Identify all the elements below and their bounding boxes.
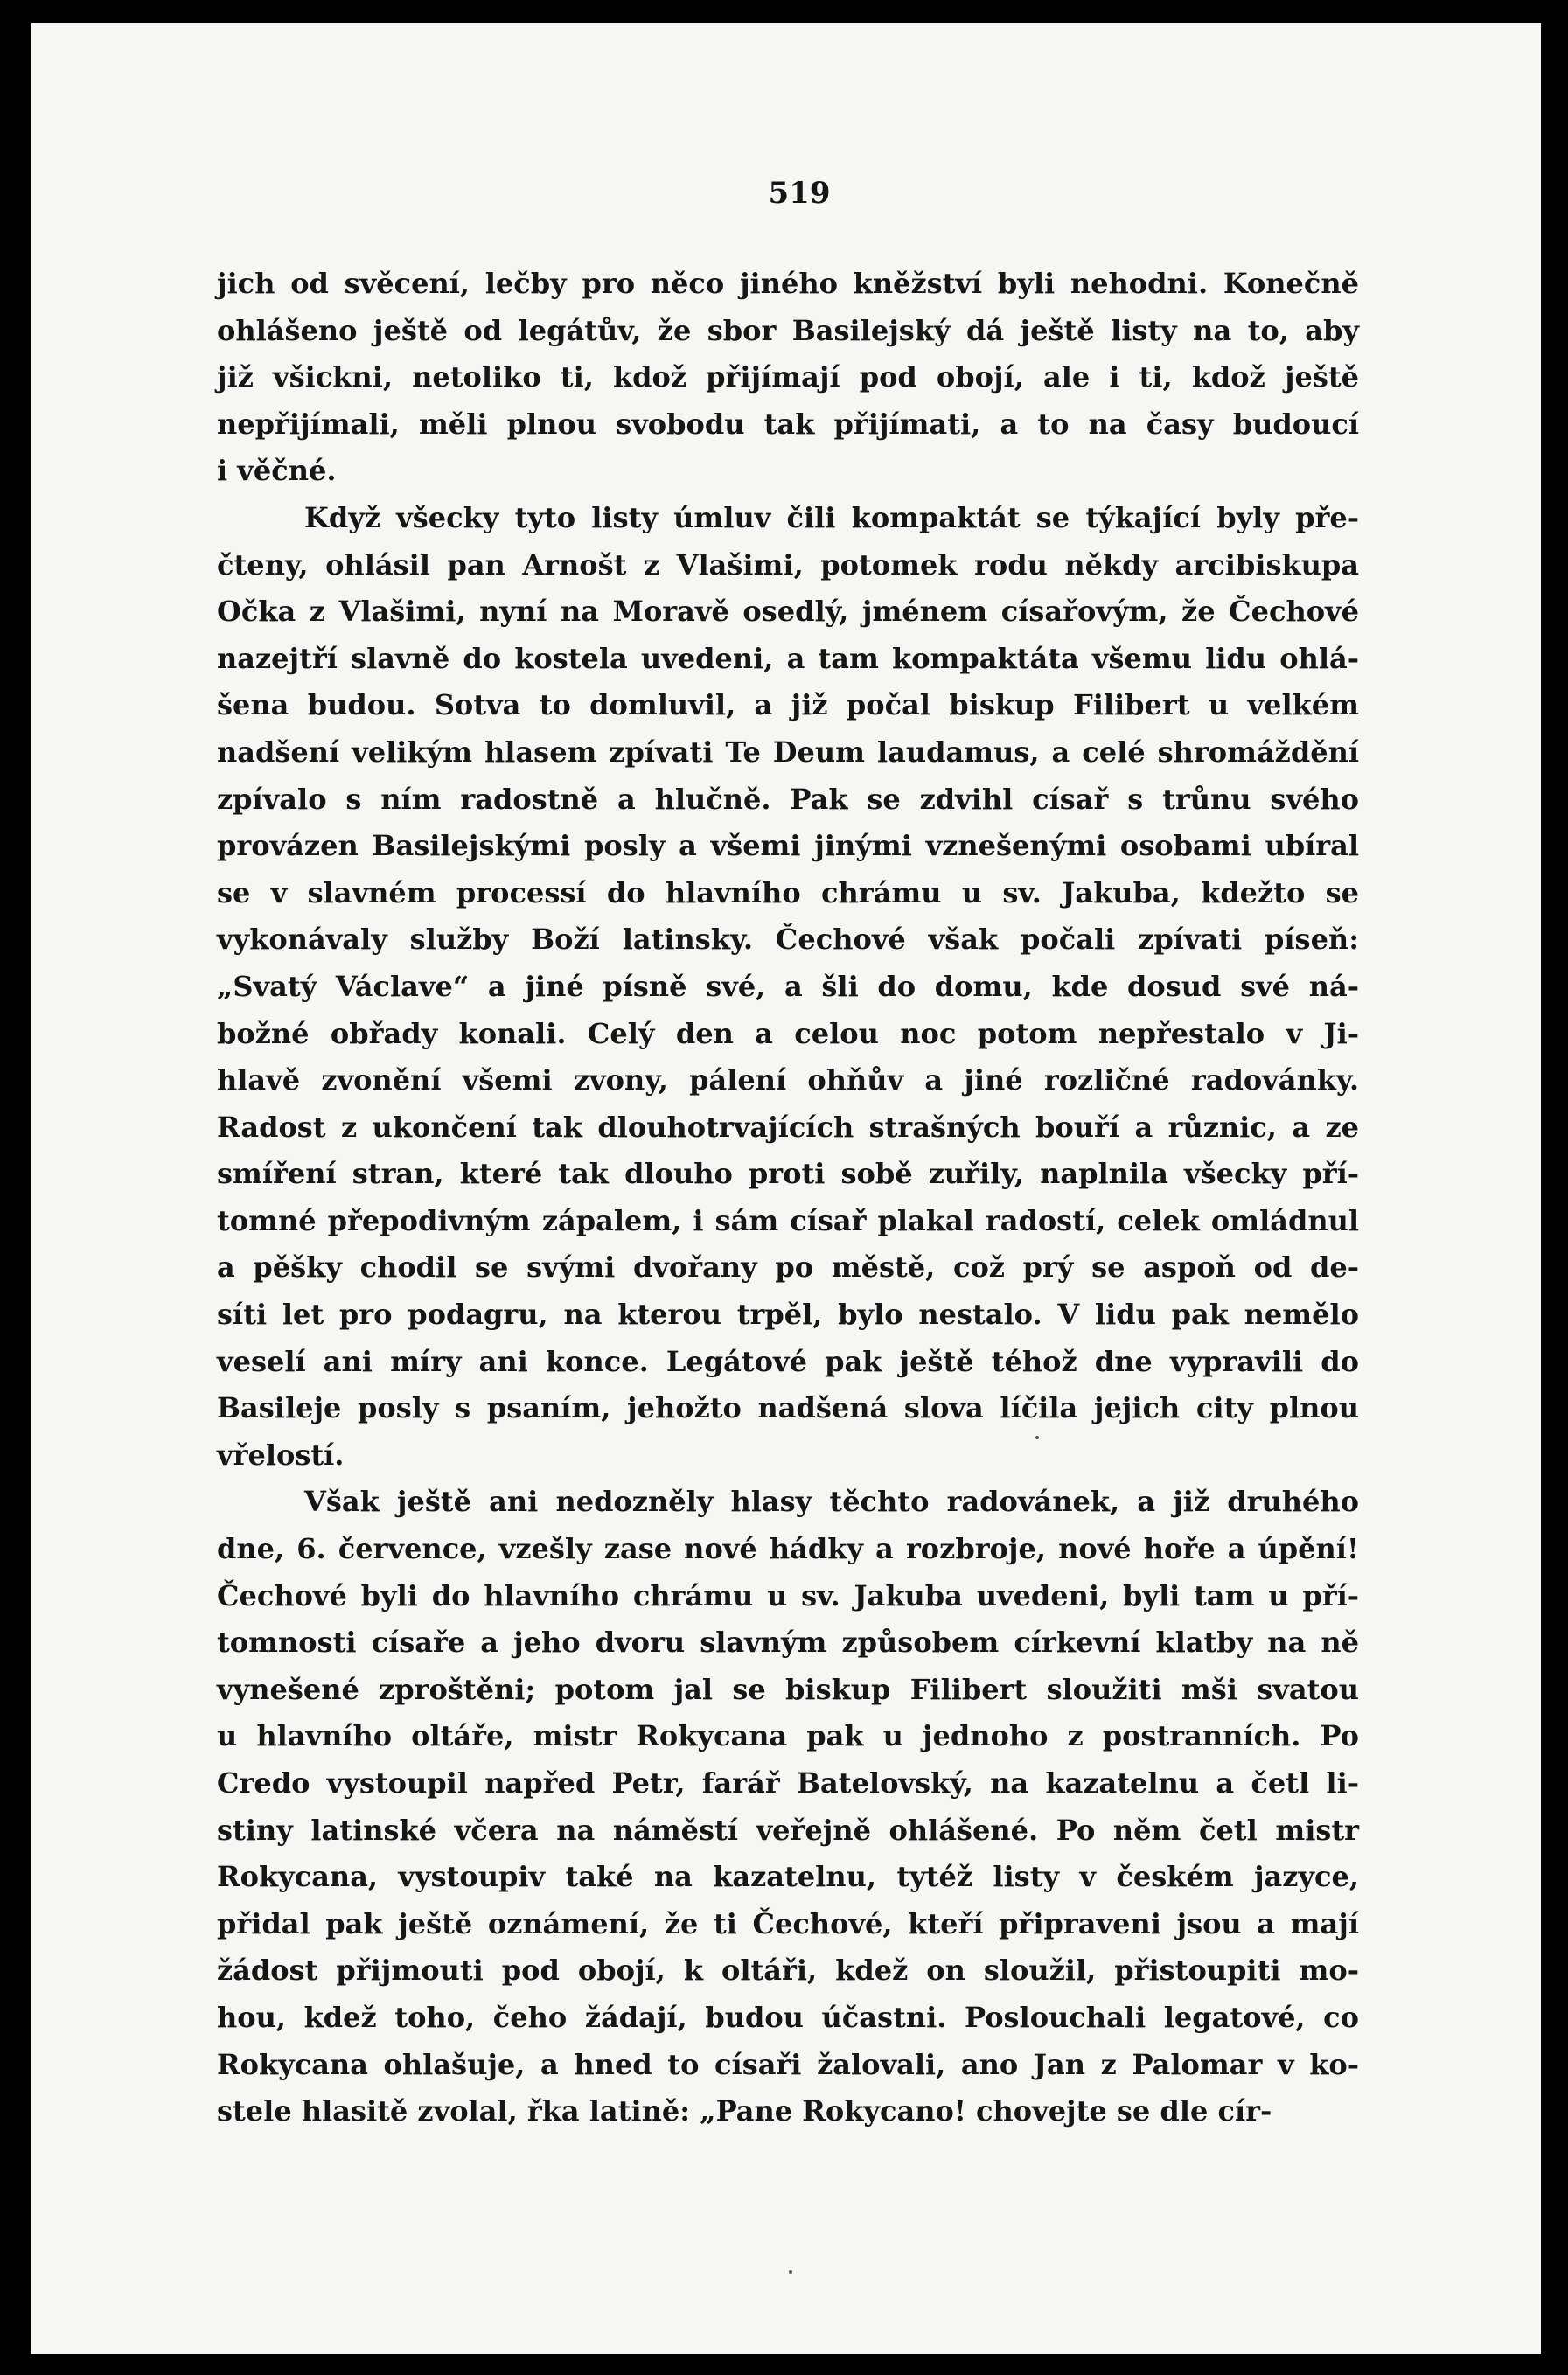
print-speck bbox=[789, 2270, 792, 2274]
text-line: Však ještě ani nedozněly hlasy těchto radovánek, a již druhého bbox=[304, 1485, 1359, 1519]
print-speck bbox=[1035, 1436, 1039, 1439]
text-line: a pěšky chodil se svými dvořany po městě, což prý se aspoň od de- bbox=[217, 1250, 1359, 1285]
text-line: Když všecky tyto listy úmluv čili kompaktát se týkající byly pře- bbox=[304, 500, 1359, 534]
text-line: vykonávaly služby Boží latinsky. Čechové však počali zpívati píseň: bbox=[217, 923, 1359, 957]
text-line: vřelostí. bbox=[217, 1438, 345, 1472]
text-line: přidal pak ještě oznámení, že ti Čechové, kteří připraveni jsou a mají bbox=[217, 1906, 1359, 1940]
text-line: Rokycana, vystoupiv také na kazatelnu, tytéž listy v českém jazyce, bbox=[217, 1860, 1359, 1894]
text-line: jich od svěcení, lečby pro něco jiného kněžství byli nehodni. Konečně bbox=[217, 267, 1359, 300]
text-line: nadšení velikým hlasem zpívati Te Deum laudamus, a celé shromáždění bbox=[217, 735, 1359, 769]
text-line: u hlavního oltáře, mistr Rokycana pak u jednoho z postranních. Po bbox=[217, 1719, 1359, 1753]
text-line: nazejtří slavně do kostela uvedeni, a tam kompaktáta všemu lidu ohlá- bbox=[217, 641, 1359, 675]
text-line: ohlášeno ještě od legátův, že sbor Basilejský dá ještě listy na to, aby bbox=[217, 313, 1359, 347]
text-line: stele hlasitě zvolal, řka latině: „Pane Rokycano! chovejte se dle cír- bbox=[217, 2094, 1272, 2128]
text-line: čteny, ohlásil pan Arnošt z Vlašimi, potomek rodu někdy arcibiskupa bbox=[217, 547, 1359, 582]
text-line: tomné přepodivným zápalem, i sám císař plakal radostí, celek omládnul bbox=[217, 1203, 1359, 1237]
text-line: smíření stran, které tak dlouho proti sobě zuřily, naplnila všecky pří- bbox=[217, 1157, 1359, 1191]
text-line: stiny latinské včera na náměstí veřejně ohlášené. Po něm četl mistr bbox=[217, 1813, 1359, 1847]
text-line: Credo vystoupil napřed Petr, farář Batelovský, na kazatelnu a četl li- bbox=[217, 1766, 1359, 1800]
book-page bbox=[31, 23, 1541, 2354]
text-line: dne, 6. července, vzešly zase nové hádky a rozbroje, nové hoře a úpění! bbox=[217, 1532, 1359, 1566]
text-line: božné obřady konali. Celý den a celou noc potom nepřestalo v Ji- bbox=[217, 1016, 1359, 1050]
text-line: Čechové byli do hlavního chrámu u sv. Jakuba uvedeni, byli tam u pří- bbox=[217, 1578, 1359, 1612]
text-line: síti let pro podagru, na kterou trpěl, bylo nestalo. V lidu pak nemělo bbox=[217, 1298, 1359, 1332]
text-line: Radost z ukončení tak dlouhotrvajících strašných bouří a různic, a ze bbox=[217, 1110, 1359, 1144]
text-line: hou, kdež toho, čeho žádají, budou účastni. Poslouchali legatové, co bbox=[217, 2000, 1359, 2034]
text-line: šena budou. Sotva to domluvil, a již počal biskup Filibert u velkém bbox=[217, 688, 1359, 722]
text-line: vynešené zproštěni; potom jal se biskup Filibert sloužiti mši svatou bbox=[217, 1672, 1359, 1706]
text-line: provázen Basilejskými posly a všemi jinými vznešenými osobami ubíral bbox=[217, 829, 1359, 863]
text-line: žádost přijmouti pod obojí, k oltáři, kdež on sloužil, přistoupiti mo- bbox=[217, 1954, 1359, 1988]
text-line: Rokycana ohlašuje, a hned to císaři žalovali, ano Jan z Palomar v ko- bbox=[217, 2047, 1359, 2081]
text-line: již všickni, netoliko ti, kdož přijímají pod obojí, ale i ti, kdož ještě bbox=[217, 360, 1359, 394]
text-line: tomnosti císaře a jeho dvoru slavným způsobem církevní klatby na ně bbox=[217, 1626, 1359, 1660]
text-line: Basileje posly s psaním, jehožto nadšená slova líčila jejich city plnou bbox=[217, 1391, 1359, 1425]
page-number: 519 bbox=[768, 176, 831, 211]
text-line: hlavě zvonění všemi zvony, pálení ohňův a jiné rozličné radovánky. bbox=[217, 1063, 1359, 1097]
text-line: nepřijímali, měli plnou svobodu tak přijímati, a to na časy budoucí bbox=[217, 407, 1359, 441]
text-line: veselí ani míry ani konce. Legátové pak ještě téhož dne vypravili do bbox=[217, 1344, 1359, 1378]
text-line: zpívalo s ním radostně a hlučně. Pak se zdvihl císař s trůnu svého bbox=[217, 782, 1359, 816]
text-line: i věčné. bbox=[217, 454, 337, 488]
text-line: „Svatý Václave“ a jiné písně své, a šli do domu, kde dosud své ná- bbox=[217, 969, 1359, 1003]
text-line: Očka z Vlašimi, nyní na Moravě osedlý, jménem císařovým, že Čechové bbox=[217, 595, 1359, 629]
text-line: se v slavném processí do hlavního chrámu u sv. Jakuba, kdežto se bbox=[217, 875, 1359, 909]
body-text bbox=[217, 261, 1359, 2135]
